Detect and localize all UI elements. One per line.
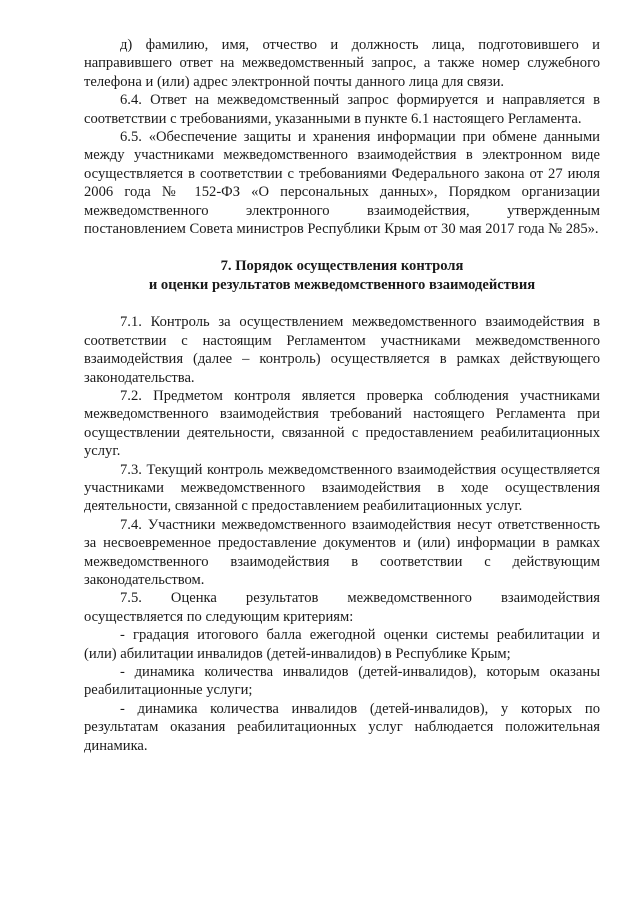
paragraph-7-4: 7.4. Участники межведомственного взаимодействия несут ответственность за несвоевременное предоставление документов и (или) информации в рамках межведомственного взаимодействия в соответствии с действующим законодательством. [84, 516, 600, 588]
document-page [84, 36, 600, 755]
criterion-1: - градация итогового балла ежегодной оценки системы реабилитации и (или) абилитации инвалидов (детей-инвалидов) в Республике Крым; [84, 627, 600, 662]
criterion-3: - динамика количества инвалидов (детей-инвалидов), у которых по результатам оказания реабилитационных услуг наблюдается положительная динамика. [84, 700, 600, 754]
paragraph-6-4: 6.4. Ответ на межведомственный запрос формируется и направляется в соответствии с требованиями, указанными в пункте 6.1 настоящего Регламента. [84, 92, 600, 127]
paragraph-7-1: 7.1. Контроль за осуществлением межведомственного взаимодействия в соответствии с настоящим Регламентом участниками межведомственного взаимодействия (далее – контроль) осуществляется в рамках действующего законодательства. [84, 314, 600, 386]
section-7-heading-line-1: 7. Порядок осуществления контроля [220, 258, 464, 275]
criterion-2: - динамика количества инвалидов (детей-инвалидов), которым оказаны реабилитационные услуги; [84, 664, 600, 699]
paragraph-7-3: 7.3. Текущий контроль межведомственного взаимодействия осуществляется участниками межведомственного взаимодействия в ходе осуществления деятельности, связанной с предоставлением реабилитационных услуг. [84, 461, 600, 515]
section-7-heading-line-2: и оценки результатов межведомственного взаимодействия [148, 276, 536, 293]
section-7-heading [84, 257, 600, 294]
paragraph-7-2: 7.2. Предметом контроля является проверка соблюдения участниками межведомственного взаимодействия требований настоящего Регламента при осуществлении деятельности, связанной с предоставлением реабилитационных услуг. [84, 387, 600, 460]
paragraph-7-5: 7.5. Оценка результатов межведомственного взаимодействия осуществляется по следующим критериям: [84, 590, 600, 625]
paragraph-6-3-item-d: д) фамилию, имя, отчество и должность лица, подготовившего и направившего ответ на межведомственный запрос, а также номер служебного телефона и (или) адрес электронной почты данного лица для связи. [84, 37, 600, 90]
paragraph-6-5: 6.5. «Обеспечение защиты и хранения информации при обмене данными между участниками межведомственного взаимодействия в электронном виде осуществляется в соответствии с требованиями Федерального закона от 27 июля 2006 года № 152-ФЗ «О персональных данных», Порядком организации межведомственного электронного взаимодействия, утвержденным постановлением Совета министров Республики Крым от 30 мая 2017 года № 285». [84, 129, 600, 238]
